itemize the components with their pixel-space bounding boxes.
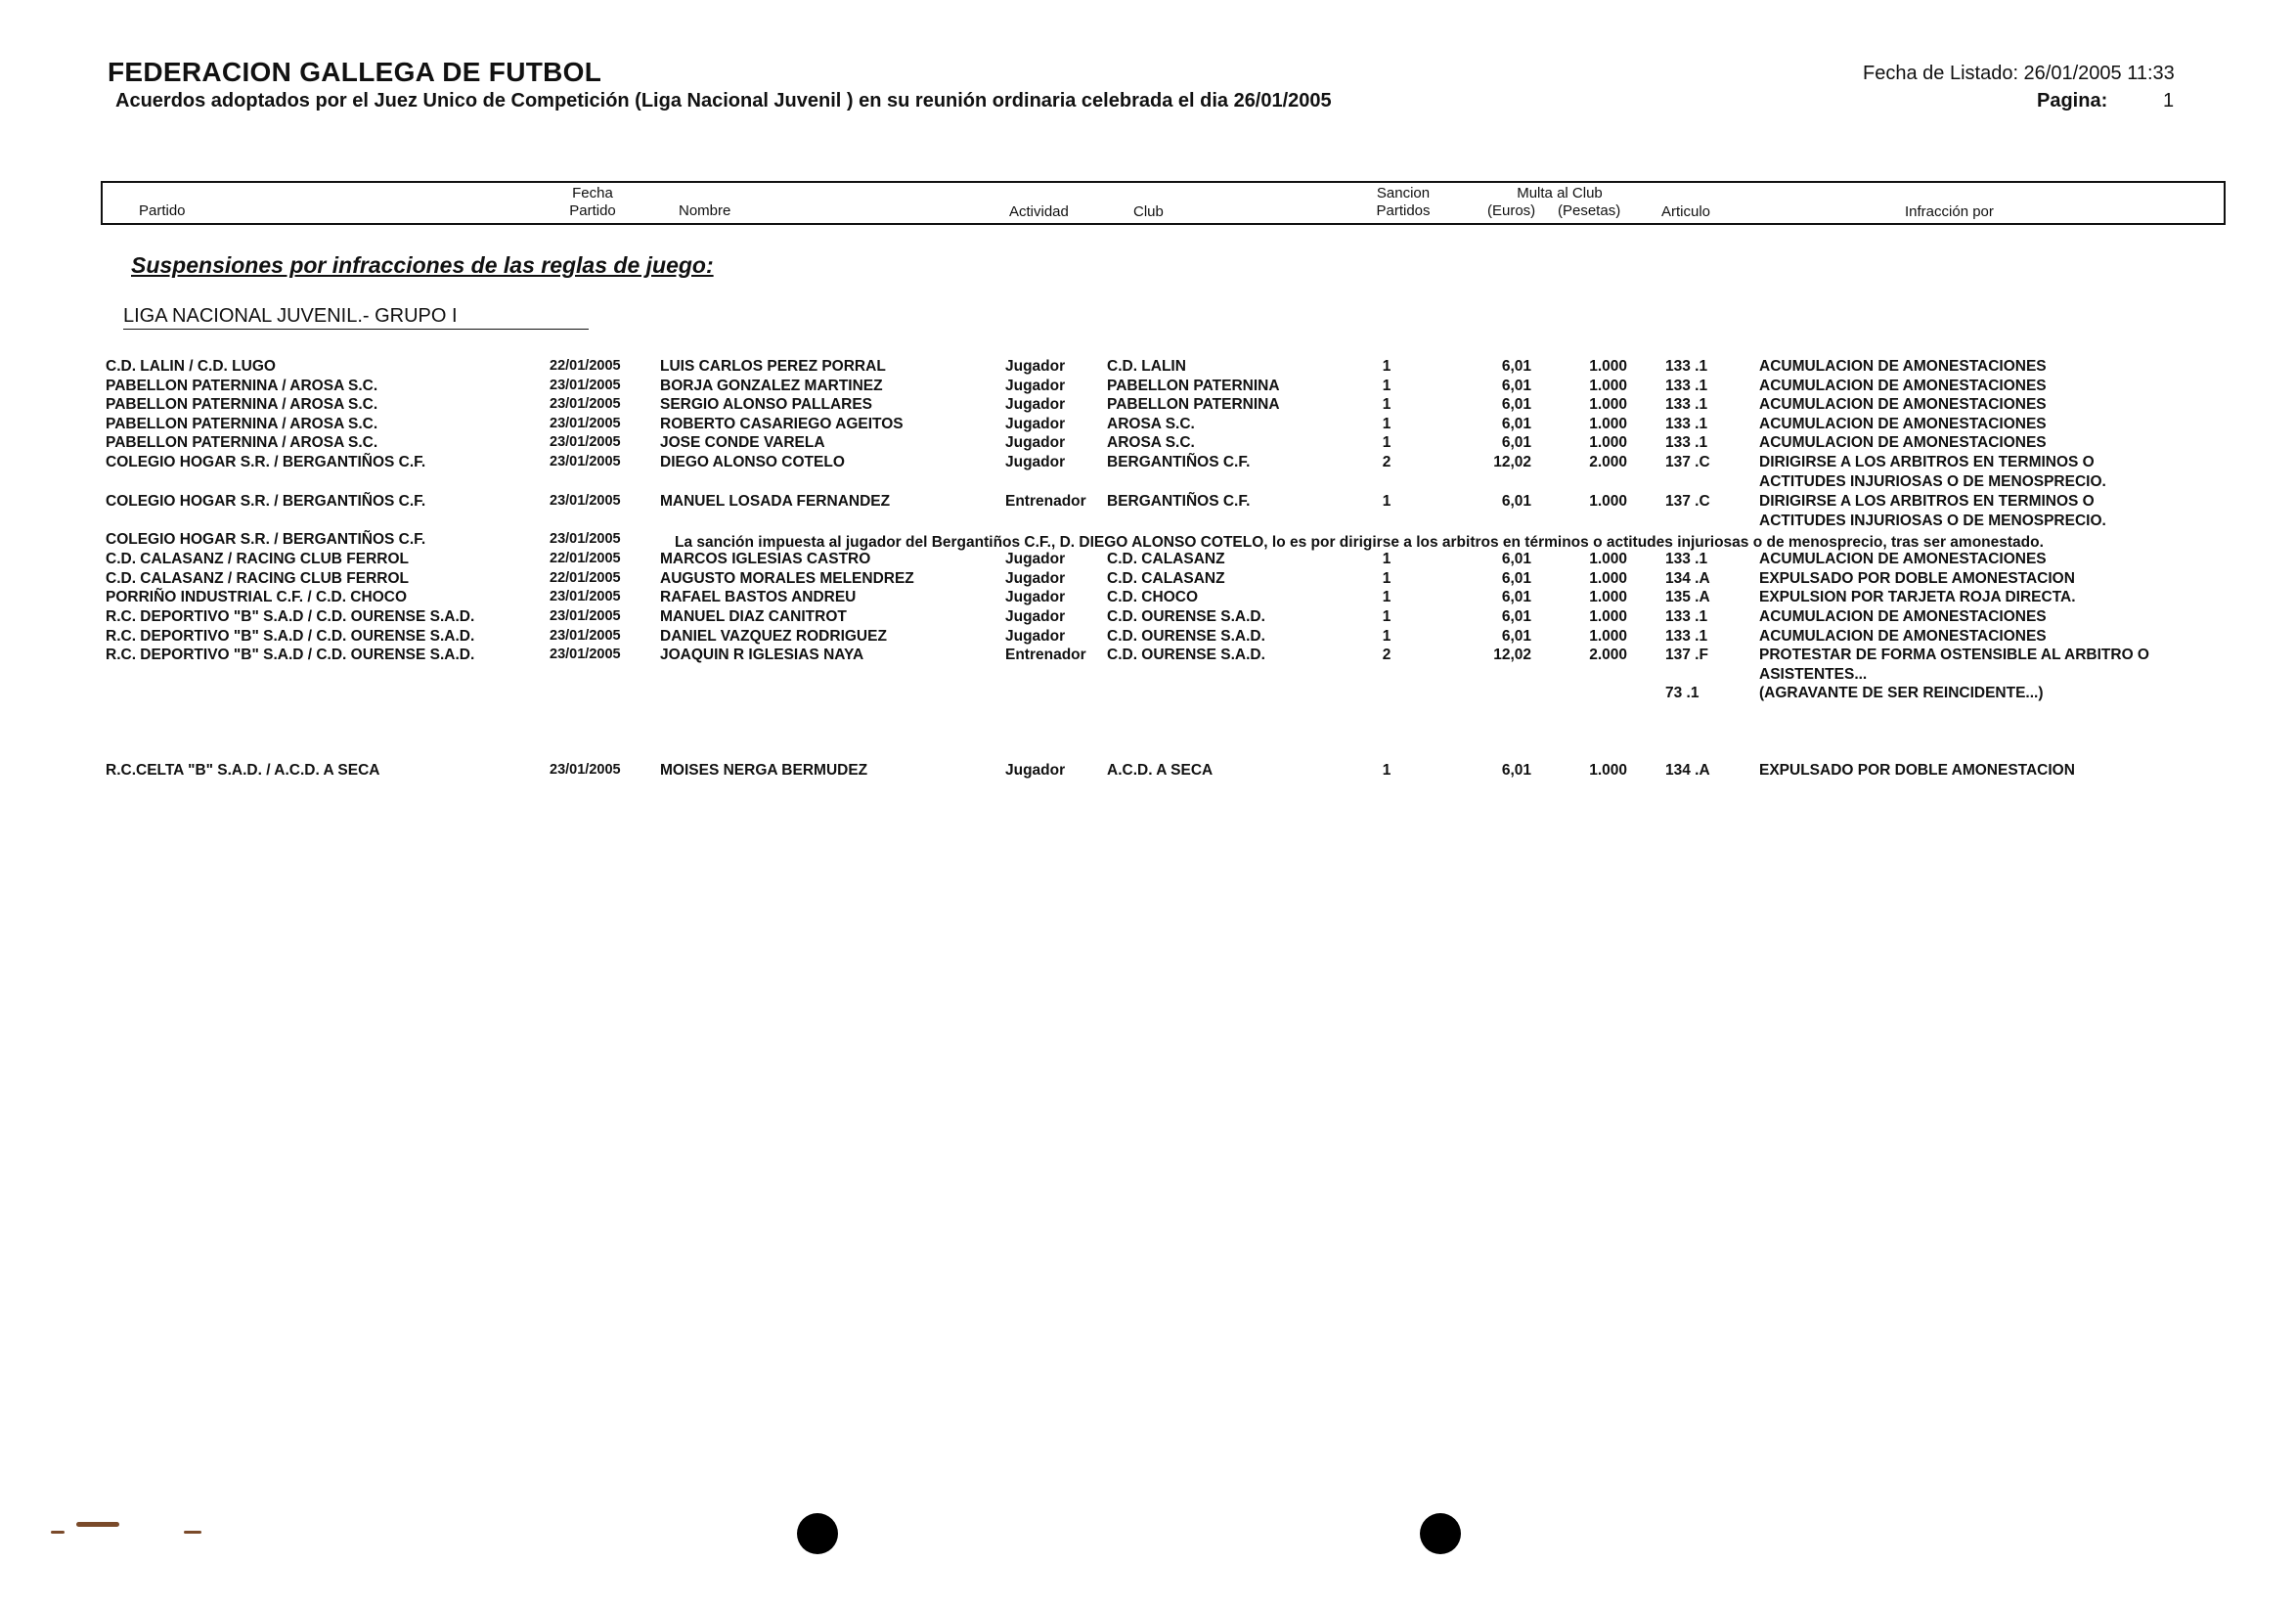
partido-cell: COLEGIO HOGAR S.R. / BERGANTIÑOS C.F. — [106, 454, 426, 470]
actividad-cell: Jugador — [1005, 358, 1066, 375]
club-cell: C.D. CALASANZ — [1107, 551, 1225, 567]
actividad-cell: Jugador — [1005, 570, 1066, 587]
nombre-cell: JOAQUIN R IGLESIAS NAYA — [660, 647, 864, 663]
sancion-cell: 1 — [1382, 628, 1391, 645]
euros-cell: 6,01 — [1501, 416, 1531, 432]
partido-cell: R.C.CELTA "B" S.A.D. / A.C.D. A SECA — [106, 762, 380, 779]
col-pesetas: (Pesetas) — [1558, 202, 1621, 219]
actividad-cell: Jugador — [1005, 551, 1066, 567]
actividad-cell: Jugador — [1005, 454, 1066, 470]
pesetas-cell: 1.000 — [1589, 416, 1627, 432]
euros-cell: 12,02 — [1493, 647, 1531, 663]
club-cell: AROSA S.C. — [1107, 434, 1195, 451]
articulo-cell: 137 .F — [1665, 647, 1708, 663]
table-row — [0, 551, 2296, 570]
actividad-cell: Jugador — [1005, 762, 1066, 779]
infraccion-cell: ACUMULACION DE AMONESTACIONES — [1759, 608, 2047, 625]
articulo-cell: 137 .C — [1665, 454, 1710, 470]
partido-cell: PABELLON PATERNINA / AROSA S.C. — [106, 434, 378, 451]
col-euros: (Euros) — [1487, 202, 1536, 219]
infraccion-cell: ACUMULACION DE AMONESTACIONES — [1759, 628, 2047, 645]
nombre-cell: MOISES NERGA BERMUDEZ — [660, 762, 868, 779]
sancion-cell: 1 — [1382, 378, 1391, 394]
euros-cell: 6,01 — [1501, 396, 1531, 413]
articulo-cell: 133 .1 — [1665, 608, 1708, 625]
pesetas-cell: 1.000 — [1589, 551, 1627, 567]
infraccion-cell: ACUMULACION DE AMONESTACIONES — [1759, 358, 2047, 375]
partido-cell: PABELLON PATERNINA / AROSA S.C. — [106, 396, 378, 413]
club-cell: C.D. LALIN — [1107, 358, 1186, 375]
page-number: 1 — [2163, 90, 2175, 112]
table-row — [0, 608, 2296, 628]
articulo-cell: 133 .1 — [1665, 358, 1708, 375]
punch-hole-right — [1420, 1513, 1461, 1554]
col-actividad: Actividad — [1009, 203, 1069, 220]
table-row — [0, 454, 2296, 490]
table-row — [0, 589, 2296, 608]
articulo-cell: 135 .A — [1665, 589, 1710, 605]
group-title: LIGA NACIONAL JUVENIL.- GRUPO I — [123, 305, 589, 330]
sanction-note: La sanción impuesta al jugador del Bergantiños C.F., D. DIEGO ALONSO COTELO, lo es por dirigirse a los arbitros en términos o actitudes injuriosas o de menosprecio, tras ser amonestado. — [675, 534, 2044, 551]
nombre-cell: MANUEL LOSADA FERNANDEZ — [660, 493, 891, 510]
actividad-cell: Entrenador — [1005, 647, 1086, 663]
partido-cell: COLEGIO HOGAR S.R. / BERGANTIÑOS C.F. — [106, 531, 426, 548]
euros-cell: 12,02 — [1493, 454, 1531, 470]
sancion-cell: 1 — [1382, 493, 1391, 510]
sancion-cell: 2 — [1382, 454, 1391, 470]
euros-cell: 6,01 — [1501, 551, 1531, 567]
articulo-cell: 134 .A — [1665, 762, 1710, 779]
articulo-cell: 133 .1 — [1665, 416, 1708, 432]
club-cell: AROSA S.C. — [1107, 416, 1195, 432]
nombre-cell: MANUEL DIAZ CANITROT — [660, 608, 847, 625]
nombre-cell: ROBERTO CASARIEGO AGEITOS — [660, 416, 904, 432]
partido-cell: R.C. DEPORTIVO "B" S.A.D / C.D. OURENSE S.A.D. — [106, 647, 475, 663]
infraccion-cell: ACUMULACION DE AMONESTACIONES — [1759, 416, 2047, 432]
euros-cell: 6,01 — [1501, 358, 1531, 375]
actividad-cell: Jugador — [1005, 608, 1066, 625]
partido-cell: C.D. CALASANZ / RACING CLUB FERROL — [106, 551, 409, 567]
club-cell: C.D. OURENSE S.A.D. — [1107, 647, 1265, 663]
partido-cell: R.C. DEPORTIVO "B" S.A.D / C.D. OURENSE S.A.D. — [106, 628, 475, 645]
partido-cell: COLEGIO HOGAR S.R. / BERGANTIÑOS C.F. — [106, 493, 426, 510]
infraccion-cell: EXPULSADO POR DOBLE AMONESTACION — [1759, 762, 2075, 779]
table-row — [0, 396, 2296, 416]
club-cell: PABELLON PATERNINA — [1107, 378, 1280, 394]
sancion-cell: 1 — [1382, 396, 1391, 413]
scan-smudge — [76, 1522, 119, 1527]
sancion-cell: 1 — [1382, 762, 1391, 779]
club-cell: BERGANTIÑOS C.F. — [1107, 493, 1251, 510]
actividad-cell: Jugador — [1005, 378, 1066, 394]
fecha-cell: 23/01/2005 — [550, 378, 621, 393]
partido-cell: PABELLON PATERNINA / AROSA S.C. — [106, 416, 378, 432]
fecha-cell: 23/01/2005 — [550, 396, 621, 412]
club-cell: PABELLON PATERNINA — [1107, 396, 1280, 413]
infraccion-cell: DIRIGIRSE A LOS ARBITROS EN TERMINOS O — [1759, 454, 2095, 470]
club-cell: C.D. OURENSE S.A.D. — [1107, 628, 1265, 645]
actividad-cell: Jugador — [1005, 628, 1066, 645]
partido-cell: R.C. DEPORTIVO "B" S.A.D / C.D. OURENSE S.A.D. — [106, 608, 475, 625]
fecha-cell: 22/01/2005 — [550, 551, 621, 566]
fecha-cell: 23/01/2005 — [550, 531, 621, 547]
pesetas-cell: 1.000 — [1589, 762, 1627, 779]
table-row — [0, 378, 2296, 397]
pesetas-cell: 1.000 — [1589, 589, 1627, 605]
euros-cell: 6,01 — [1501, 570, 1531, 587]
nombre-cell: AUGUSTO MORALES MELENDREZ — [660, 570, 914, 587]
nombre-cell: LUIS CARLOS PEREZ PORRAL — [660, 358, 886, 375]
club-cell: BERGANTIÑOS C.F. — [1107, 454, 1251, 470]
infraccion-cell-continued: ACTITUDES INJURIOSAS O DE MENOSPRECIO. — [1759, 512, 2106, 529]
club-cell: C.D. CHOCO — [1107, 589, 1198, 605]
articulo-cell: 133 .1 — [1665, 434, 1708, 451]
table-row — [0, 493, 2296, 529]
articulo-cell: 133 .1 — [1665, 628, 1708, 645]
partido-cell: PABELLON PATERNINA / AROSA S.C. — [106, 378, 378, 394]
sancion-cell: 1 — [1382, 416, 1391, 432]
infraccion-cell: EXPULSADO POR DOBLE AMONESTACION — [1759, 570, 2075, 587]
nombre-cell: BORJA GONZALEZ MARTINEZ — [660, 378, 883, 394]
fecha-cell: 23/01/2005 — [550, 493, 621, 509]
fecha-cell: 23/01/2005 — [550, 454, 621, 469]
actividad-cell: Jugador — [1005, 589, 1066, 605]
table-row — [0, 762, 2296, 782]
table-row — [0, 416, 2296, 435]
infraccion-cell: ACUMULACION DE AMONESTACIONES — [1759, 396, 2047, 413]
document-title: FEDERACION GALLEGA DE FUTBOL — [108, 57, 602, 87]
partido-cell: PORRIÑO INDUSTRIAL C.F. / C.D. CHOCO — [106, 589, 408, 605]
col-infraccion: Infracción por — [1905, 203, 1994, 220]
euros-cell: 6,01 — [1501, 589, 1531, 605]
pesetas-cell: 1.000 — [1589, 396, 1627, 413]
column-header-box — [101, 181, 2226, 225]
euros-cell: 6,01 — [1501, 493, 1531, 510]
col-partido: Partido — [139, 202, 186, 219]
articulo-cell-extra: 73 .1 — [1665, 685, 1700, 701]
table-row — [0, 647, 2296, 701]
sancion-cell: 1 — [1382, 358, 1391, 375]
partido-cell: C.D. CALASANZ / RACING CLUB FERROL — [106, 570, 409, 587]
actividad-cell: Jugador — [1005, 416, 1066, 432]
table-row — [0, 434, 2296, 454]
articulo-cell: 134 .A — [1665, 570, 1710, 587]
euros-cell: 6,01 — [1501, 378, 1531, 394]
fecha-cell: 23/01/2005 — [550, 434, 621, 450]
actividad-cell: Entrenador — [1005, 493, 1086, 510]
fecha-cell: 23/01/2005 — [550, 647, 621, 662]
infraccion-cell: PROTESTAR DE FORMA OSTENSIBLE AL ARBITRO O — [1759, 647, 2149, 663]
page-label: Pagina: — [2037, 90, 2108, 112]
club-cell: A.C.D. A SECA — [1107, 762, 1214, 779]
table-row — [0, 628, 2296, 648]
col-sancion-line2: Partidos — [1376, 202, 1431, 219]
pesetas-cell: 2.000 — [1589, 454, 1627, 470]
nombre-cell: JOSE CONDE VARELA — [660, 434, 825, 451]
infraccion-cell: ACUMULACION DE AMONESTACIONES — [1759, 434, 2047, 451]
infraccion-cell-extra: (AGRAVANTE DE SER REINCIDENTE...) — [1759, 685, 2044, 701]
table-row — [0, 358, 2296, 378]
pesetas-cell: 1.000 — [1589, 434, 1627, 451]
pesetas-cell: 1.000 — [1589, 628, 1627, 645]
sancion-cell: 1 — [1382, 551, 1391, 567]
articulo-cell: 133 .1 — [1665, 378, 1708, 394]
fecha-cell: 23/01/2005 — [550, 416, 621, 431]
partido-cell: C.D. LALIN / C.D. LUGO — [106, 358, 276, 375]
nombre-cell: RAFAEL BASTOS ANDREU — [660, 589, 857, 605]
infraccion-cell: EXPULSION POR TARJETA ROJA DIRECTA. — [1759, 589, 2076, 605]
club-cell: C.D. OURENSE S.A.D. — [1107, 608, 1265, 625]
euros-cell: 6,01 — [1501, 628, 1531, 645]
sancion-cell: 1 — [1382, 608, 1391, 625]
col-nombre: Nombre — [679, 202, 731, 219]
sancion-cell: 2 — [1382, 647, 1391, 663]
scan-smudge-small — [51, 1531, 65, 1534]
fecha-cell: 23/01/2005 — [550, 589, 621, 604]
infraccion-cell: ACUMULACION DE AMONESTACIONES — [1759, 378, 2047, 394]
articulo-cell: 133 .1 — [1665, 396, 1708, 413]
col-fecha-line1: Fecha — [572, 185, 613, 201]
pesetas-cell: 1.000 — [1589, 570, 1627, 587]
col-sancion-line1: Sancion — [1376, 185, 1431, 201]
table-row — [0, 570, 2296, 590]
pesetas-cell: 2.000 — [1589, 647, 1627, 663]
infraccion-cell-continued: ASISTENTES... — [1759, 665, 1868, 683]
euros-cell: 6,01 — [1501, 762, 1531, 779]
euros-cell: 6,01 — [1501, 434, 1531, 451]
punch-hole-left — [797, 1513, 838, 1554]
sancion-cell: 1 — [1382, 589, 1391, 605]
fecha-cell: 23/01/2005 — [550, 762, 621, 778]
listing-date: Fecha de Listado: 26/01/2005 11:33 — [1863, 63, 2175, 84]
nombre-cell: DIEGO ALONSO COTELO — [660, 454, 845, 470]
section-title: Suspensiones por infracciones de las reglas de juego: — [131, 252, 714, 278]
nombre-cell: MARCOS IGLESIAS CASTRO — [660, 551, 871, 567]
club-cell: C.D. CALASANZ — [1107, 570, 1225, 587]
pesetas-cell: 1.000 — [1589, 378, 1627, 394]
col-fecha-line2: Partido — [569, 202, 616, 219]
col-articulo: Articulo — [1661, 203, 1711, 220]
pesetas-cell: 1.000 — [1589, 608, 1627, 625]
infraccion-cell: DIRIGIRSE A LOS ARBITROS EN TERMINOS O — [1759, 493, 2095, 510]
col-multa: Multa al Club — [1517, 185, 1603, 201]
fecha-cell: 23/01/2005 — [550, 608, 621, 624]
actividad-cell: Jugador — [1005, 396, 1066, 413]
actividad-cell: Jugador — [1005, 434, 1066, 451]
scan-smudge-mark — [184, 1531, 201, 1534]
fecha-cell: 22/01/2005 — [550, 570, 621, 586]
nombre-cell: DANIEL VAZQUEZ RODRIGUEZ — [660, 628, 887, 645]
pesetas-cell: 1.000 — [1589, 358, 1627, 375]
document-subtitle: Acuerdos adoptados por el Juez Unico de Competición (Liga Nacional Juvenil ) en su reunión ordinaria celebrada el dia 26/01/2005 — [115, 90, 1332, 112]
fecha-cell: 23/01/2005 — [550, 628, 621, 644]
nombre-cell: SERGIO ALONSO PALLARES — [660, 396, 873, 413]
col-club: Club — [1133, 203, 1164, 220]
infraccion-cell-continued: ACTITUDES INJURIOSAS O DE MENOSPRECIO. — [1759, 472, 2106, 490]
sancion-cell: 1 — [1382, 434, 1391, 451]
sancion-cell: 1 — [1382, 570, 1391, 587]
fecha-cell: 22/01/2005 — [550, 358, 621, 374]
pesetas-cell: 1.000 — [1589, 493, 1627, 510]
euros-cell: 6,01 — [1501, 608, 1531, 625]
articulo-cell: 133 .1 — [1665, 551, 1708, 567]
articulo-cell: 137 .C — [1665, 493, 1710, 510]
infraccion-cell: ACUMULACION DE AMONESTACIONES — [1759, 551, 2047, 567]
